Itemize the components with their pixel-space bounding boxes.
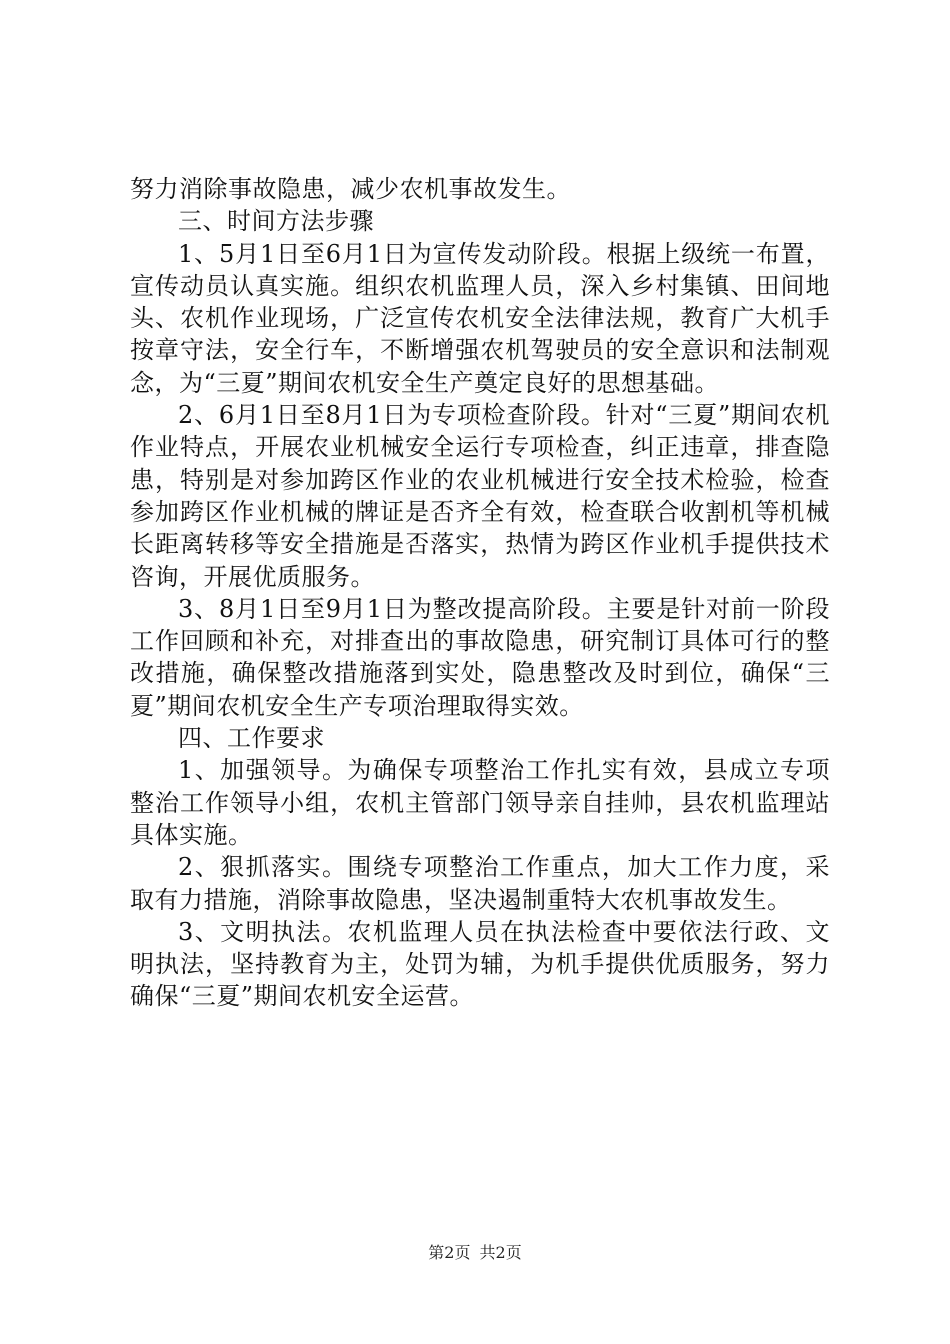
paragraph-step-1: 1、5月1日至6月1日为宣传发动阶段。根据上级统一布置，宣传动员认真实施。组织农机监理人员，深入乡村集镇、田间地头、农机作业现场，广泛宣传农机安全法律法规，教育广大机手按章守法，安全行车，不断增强农机驾驶员的安全意识和法制观念，为“三夏”期间农机安全生产奠定良好的思想基础。 <box>130 239 830 397</box>
paragraph-continuation: 努力消除事故隐患，减少农机事故发生。 <box>130 175 571 203</box>
document-body <box>130 173 830 1013</box>
paragraph-step-2: 2、6月1日至8月1日为专项检查阶段。针对“三夏”期间农机作业特点，开展农业机械安全运行专项检查，纠正违章，排查隐患，特别是对参加跨区作业的农业机械进行安全技术检验，检查参加跨区作业机械的牌证是否齐全有效，检查联合收割机等机械长距离转移等安全措施是否落实，热情为跨区作业机手提供技术咨询，开展优质服务。 <box>130 401 830 591</box>
page-number: 第2页 <box>428 1243 471 1262</box>
paragraph-requirement-2: 2、狠抓落实。围绕专项整治工作重点，加大工作力度，采取有力措施，消除事故隐患，坚决遏制重特大农机事故发生。 <box>130 853 830 914</box>
page-total: 共2页 <box>479 1243 522 1262</box>
paragraph-step-3: 3、8月1日至9月1日为整改提高阶段。主要是针对前一阶段工作回顾和补充，对排查出的事故隐患，研究制订具体可行的整改措施，确保整改措施落到实处，隐患整改及时到位，确保“三夏”期间农机安全生产专项治理取得实效。 <box>130 594 830 720</box>
paragraph-requirement-1: 1、加强领导。为确保专项整治工作扎实有效，县成立专项整治工作领导小组，农机主管部门领导亲自挂帅，县农机监理站具体实施。 <box>130 756 830 849</box>
section-heading-requirements: 四、工作要求 <box>178 724 325 753</box>
paragraph-requirement-3: 3、文明执法。农机监理人员在执法检查中要依法行政、文明执法，坚持教育为主，处罚为辅，为机手提供优质服务，努力确保“三夏”期间农机安全运营。 <box>130 917 830 1011</box>
page-footer <box>0 1243 950 1263</box>
section-heading-time-steps: 三、时间方法步骤 <box>178 207 374 236</box>
